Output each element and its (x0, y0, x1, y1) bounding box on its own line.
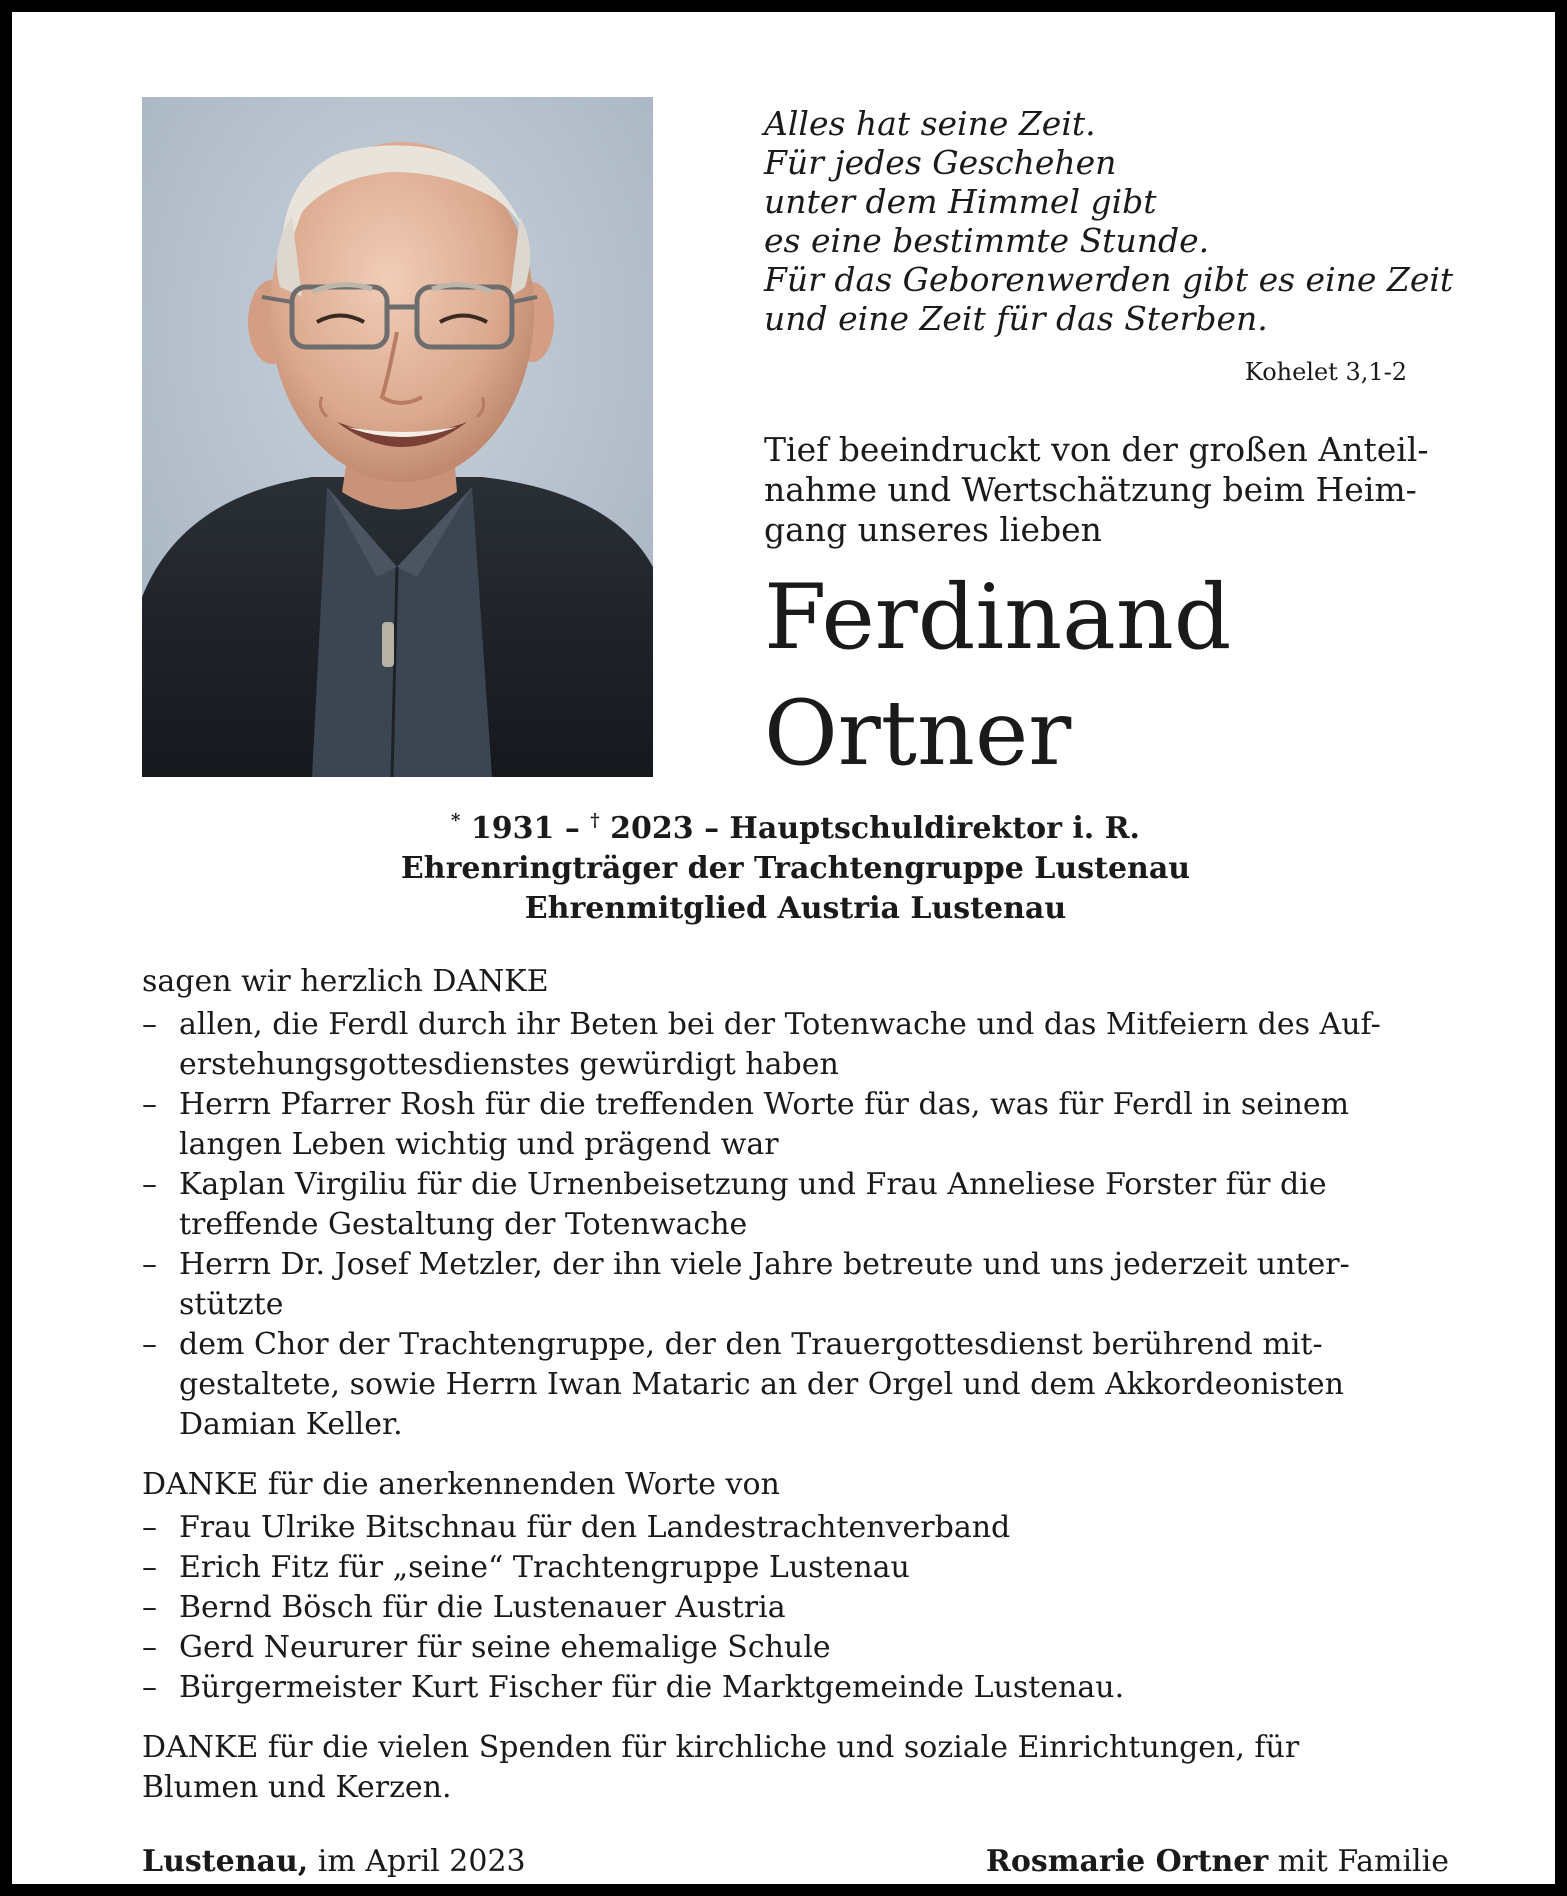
last-name: Ortner (764, 681, 1072, 786)
birth-year: 1931 (470, 811, 555, 846)
professional-title: – Hauptschuldirektor i. R. (704, 811, 1140, 846)
quote-line: unter dem Himmel gibt (764, 182, 1157, 221)
intro-text (764, 430, 1464, 550)
list-item-line: Herrn Dr. Josef Metzler, der ihn viele Jahre betreute und uns jederzeit unter- (179, 1247, 1350, 1282)
dash-marker: – (142, 1327, 157, 1362)
quote-source: Kohelet 3,1-2 (1244, 358, 1407, 386)
dash-marker: – (142, 1670, 157, 1705)
donations-line: Blumen und Kerzen. (142, 1770, 452, 1805)
list-item (142, 1548, 1449, 1588)
dash-marker: – (142, 1007, 157, 1042)
list-item (142, 1508, 1449, 1548)
list-item-line: Gerd Neururer für seine ehemalige Schule (179, 1630, 831, 1665)
thanks-body (142, 962, 1449, 1808)
list-item-line: allen, die Ferdl durch ihr Beten bei der Totenwache und das Mitfeiern des Auf- (179, 1007, 1381, 1042)
intro-line: gang unseres lieben (764, 510, 1102, 549)
dash-marker: – (142, 1590, 157, 1625)
quote-line: Für das Geborenwerden gibt es eine Zeit (764, 260, 1454, 299)
date-separator: – (564, 811, 580, 846)
intro-line: nahme und Wertschätzung beim Heim- (764, 470, 1417, 509)
list-item-line: Bernd Bösch für die Lustenauer Austria (179, 1590, 786, 1625)
list-item (142, 1085, 1449, 1165)
list-item-line: Frau Ulrike Bitschnau für den Landestrachtenverband (179, 1510, 1011, 1545)
dash-marker: – (142, 1167, 157, 1202)
signer-name: Rosmarie Ortner (985, 1844, 1269, 1879)
list-item-line: Kaplan Virgiliu für die Urnenbeisetzung und Frau Anneliese Forster für die (179, 1167, 1327, 1202)
death-year: 2023 (610, 811, 694, 846)
thanks-intro: sagen wir herzlich DANKE (142, 964, 549, 999)
list-item-line: gestaltete, sowie Herrn Iwan Mataric an der Orgel und dem Akkordeonisten (179, 1367, 1344, 1402)
signature (986, 1842, 1449, 1882)
place-date (142, 1842, 526, 1882)
list-item-line: erstehungsgottesdienstes gewürdigt haben (179, 1047, 839, 1082)
birth-symbol: * (451, 810, 461, 831)
dash-marker: – (142, 1550, 157, 1585)
dash-marker: – (142, 1247, 157, 1282)
deceased-name (764, 560, 1484, 792)
quote-line: Alles hat seine Zeit. (764, 104, 1096, 143)
first-name: Ferdinand (764, 565, 1232, 670)
words-intro: DANKE für die anerkennenden Worte von (142, 1467, 780, 1502)
list-item (142, 1005, 1449, 1085)
honor-line: Ehrenringträger der Trachtengruppe Lustenau (400, 851, 1191, 886)
donations-paragraph (142, 1728, 1449, 1808)
list-item-line: langen Leben wichtig und prägend war (179, 1127, 779, 1162)
quote-line: es eine bestimmte Stunde. (764, 221, 1210, 260)
credentials (142, 809, 1449, 929)
list-item-line: Damian Keller. (179, 1407, 403, 1442)
place: Lustenau, (142, 1844, 309, 1879)
quote-line: und eine Zeit für das Sterben. (764, 299, 1268, 338)
dash-marker: – (142, 1510, 157, 1545)
dash-marker: – (142, 1087, 157, 1122)
intro-line: Tief beeindruckt von der großen Anteil- (764, 430, 1429, 469)
list-item-line: stützte (179, 1287, 284, 1322)
quote-line: Für jedes Geschehen (764, 143, 1117, 182)
life-dates-line (142, 809, 1449, 849)
list-item (142, 1165, 1449, 1245)
signer-suffix: mit Familie (1268, 1844, 1449, 1879)
list-item-line: Erich Fitz für „seine“ Trachtengruppe Lustenau (179, 1550, 910, 1585)
list-item-line: Herrn Pfarrer Rosh für die treffenden Worte für das, was für Ferdl in seinem (179, 1087, 1350, 1122)
bible-quote (764, 104, 1464, 338)
dash-marker: – (142, 1630, 157, 1665)
death-symbol: † (590, 810, 600, 831)
list-item-line: dem Chor der Trachtengruppe, der den Trauergottesdienst berührend mit- (179, 1327, 1323, 1362)
list-item (142, 1245, 1449, 1325)
donations-line: DANKE für die vielen Spenden für kirchliche und soziale Einrichtungen, für (142, 1730, 1300, 1765)
list-item (142, 1668, 1449, 1708)
list-item-line: treffende Gestaltung der Totenwache (179, 1207, 748, 1242)
list-item (142, 1325, 1449, 1445)
honor-line: Ehrenmitglied Austria Lustenau (524, 891, 1067, 926)
words-list (142, 1508, 1449, 1708)
list-item (142, 1628, 1449, 1668)
date: im April 2023 (308, 1844, 526, 1879)
list-item-line: Bürgermeister Kurt Fischer für die Marktgemeinde Lustenau. (179, 1670, 1125, 1705)
thanks-list (142, 1005, 1449, 1445)
portrait-photo (142, 97, 653, 777)
list-item (142, 1588, 1449, 1628)
